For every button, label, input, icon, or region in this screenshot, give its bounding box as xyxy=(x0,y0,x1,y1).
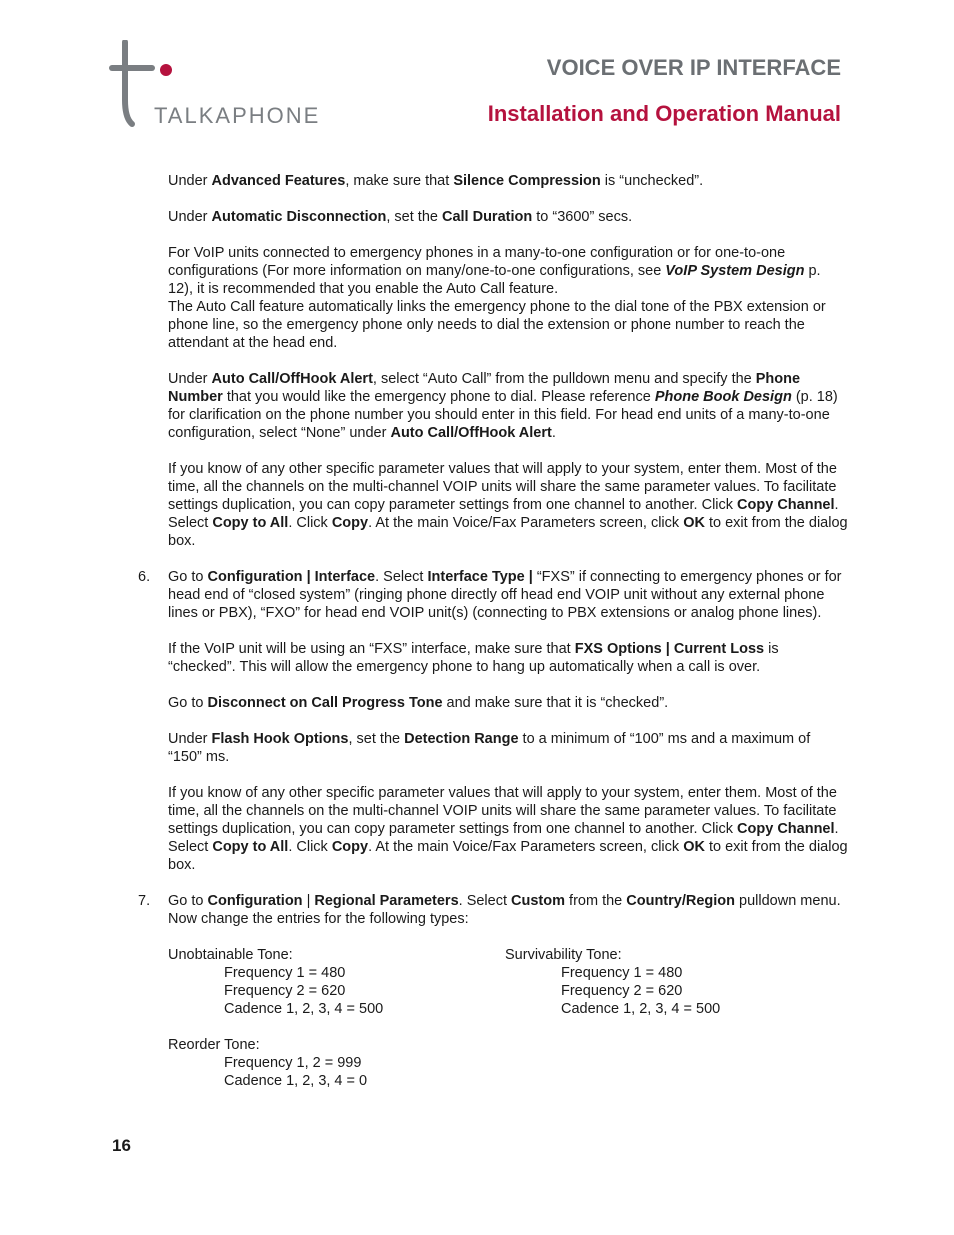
step-6: 6. Go to Configuration | Interface. Select Interface Type | “FXS” if connecting to emergency phones or for head end of “closed system” (ringing phone directly off head end VOIP unit without any external phone lines or PBX), “FXO” for head end VOIP unit(s) (connecting to PBX extensions or analog phone lines). xyxy=(138,569,842,621)
paragraph-auto-call: For VoIP units connected to emergency phones in a many-to-one configuration or for one-to-one configurations (For more information on many/one-to-one configurations, see VoIP System Design p. 12), it is recommended that you enable the Auto Call feature. The Auto Call feature automatically links the emergency phone to the dial tone of the PBX extension or phone line, so the emergency phone only needs to dial the extension or phone number to reach the attendant at the head end. xyxy=(168,245,826,351)
unobtainable-tone: Unobtainable Tone: Frequency 1 = 480 Frequency 2 = 620 Cadence 1, 2, 3, 4 = 500 xyxy=(168,947,384,1017)
page-number: 16 xyxy=(112,1136,131,1155)
paragraph-auto-disconnection: Under Automatic Disconnection, set the Call Duration to “3600” secs. xyxy=(168,209,633,225)
paragraph-fxs-options: If the VoIP unit will be using an “FXS” interface, make sure that FXS Options | Current Loss is “checked”. This will allow the emergency phone to hang up automatically when a call is over. xyxy=(168,641,779,675)
survivability-tone: Survivability Tone: Frequency 1 = 480 Frequency 2 = 620 Cadence 1, 2, 3, 4 = 500 xyxy=(505,947,721,1017)
paragraph-offhook-alert: Under Auto Call/OffHook Alert, select “Auto Call” from the pulldown menu and specify the Phone Number that you would like the emergency phone to dial. Please reference Phone Book Design (p. 18) for clarification on the phone number you should enter in this field. For head end units of a many-to-one configuration, select “None” under Auto Call/OffHook Alert. xyxy=(168,371,838,441)
paragraph-copy-channel-2: If you know of any other specific parameter values that will apply to your system, enter them. Most of the time, all the channels on the multi-channel VOIP units will share the same parameter values. To facilitate settings duplication, you can copy parameter settings from one channel to another. Click Copy Channel. Select Copy to All. Click Copy. At the main Voice/Fax Parameters screen, click OK to exit from the dialog box. xyxy=(168,785,848,873)
brand-name: TALKAPHONE xyxy=(154,103,321,128)
paragraph-copy-channel: If you know of any other specific parameter values that will apply to your system, enter them. Most of the time, all the channels on the multi-channel VOIP units will share the same parameter values. To facilitate settings duplication, you can copy parameter settings from one channel to another. Click Copy Channel. Select Copy to All. Click Copy. At the main Voice/Fax Parameters screen, click OK to exit from the dialog box. xyxy=(168,461,848,549)
paragraph-advanced-features: Under Advanced Features, make sure that Silence Compression is “unchecked”. xyxy=(168,173,704,189)
page-body xyxy=(138,172,848,1090)
step-7: 7. Go to Configuration | Regional Parameters. Select Custom from the Country/Region pulldown menu. Now change the entries for the following types: xyxy=(138,893,841,927)
paragraph-disconnect-tone: Go to Disconnect on Call Progress Tone and make sure that it is “checked”. xyxy=(168,695,669,711)
document-title: VOICE OVER IP INTERFACE xyxy=(546,55,841,80)
document-subtitle: Installation and Operation Manual xyxy=(487,101,841,126)
tone-settings xyxy=(168,946,848,1018)
reorder-tone: Reorder Tone: Frequency 1, 2 = 999 Cadence 1, 2, 3, 4 = 0 xyxy=(168,1037,368,1089)
paragraph-flash-hook: Under Flash Hook Options, set the Detection Range to a minimum of “100” ms and a maximum of “150” ms. xyxy=(168,731,811,765)
